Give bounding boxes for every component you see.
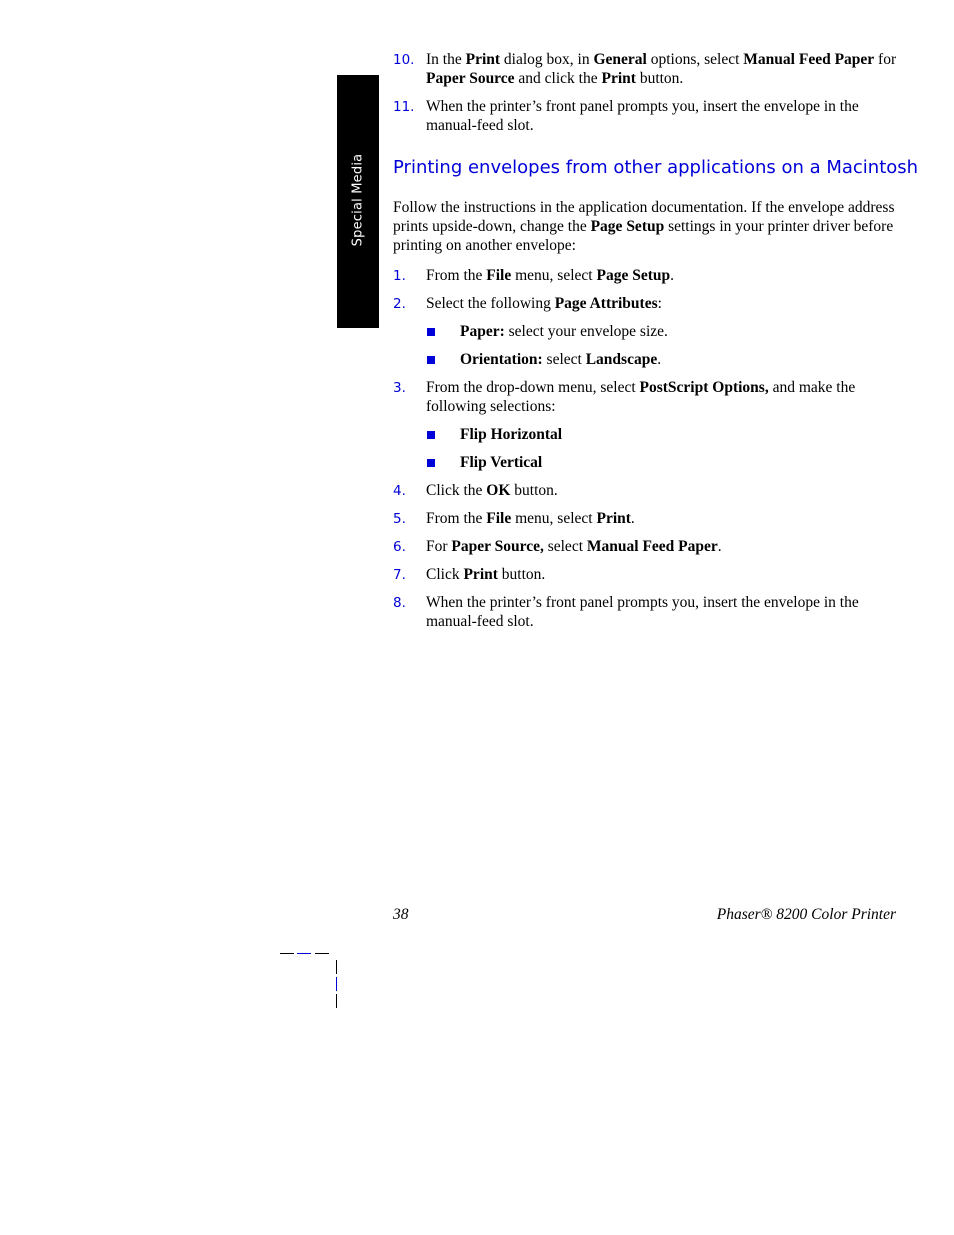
text-run: Click bbox=[426, 566, 464, 583]
bold-text: Paper Source bbox=[426, 70, 515, 87]
square-bullet-icon bbox=[427, 328, 435, 336]
bold-text: Flip Horizontal bbox=[460, 426, 563, 443]
step-text bbox=[426, 510, 635, 527]
bold-text: Print bbox=[463, 566, 498, 583]
bullet-item bbox=[393, 425, 898, 444]
crop-mark bbox=[336, 977, 337, 991]
text-run: Follow the instructions in the application documentation. If the envelope address prints upside-down, change the bbox=[393, 199, 895, 235]
square-bullet-icon bbox=[427, 459, 435, 467]
step-text bbox=[426, 98, 859, 134]
page-number: 38 bbox=[393, 906, 409, 923]
bullet-item bbox=[393, 453, 898, 472]
crop-mark bbox=[280, 953, 294, 954]
step-number: 5. bbox=[393, 511, 406, 527]
text-run: . bbox=[657, 351, 662, 368]
step-text bbox=[426, 594, 859, 630]
text-run: . bbox=[717, 538, 722, 555]
bullet-text bbox=[460, 426, 562, 443]
step-number: 11. bbox=[393, 99, 415, 115]
text-run: For bbox=[426, 538, 452, 555]
text-run: for bbox=[874, 51, 897, 68]
bold-text: Landscape bbox=[585, 351, 658, 368]
text-run: select bbox=[542, 351, 586, 368]
bold-text: Print bbox=[601, 70, 636, 87]
text-run: When the printer’s front panel prompts you, insert the envelope in the manual-feed slot. bbox=[426, 594, 859, 630]
bold-text: PostScript Options, bbox=[639, 379, 769, 396]
crop-mark bbox=[297, 953, 311, 954]
list-item bbox=[393, 565, 898, 584]
step-number: 2. bbox=[393, 296, 406, 312]
text-run: and click the bbox=[514, 70, 602, 87]
step-text bbox=[426, 482, 558, 499]
list-item bbox=[393, 378, 898, 416]
text-run: In the bbox=[426, 51, 466, 68]
bold-text: Paper Source, bbox=[451, 538, 544, 555]
text-run: menu, select bbox=[511, 267, 597, 284]
text-run: dialog box, in bbox=[500, 51, 594, 68]
text-run: From the bbox=[426, 510, 487, 527]
intro-paragraph bbox=[393, 198, 898, 255]
bullet-text bbox=[460, 323, 668, 340]
crop-mark bbox=[336, 994, 337, 1008]
bold-text: Manual Feed Paper bbox=[743, 51, 875, 68]
text-run: Click the bbox=[426, 482, 487, 499]
bullet-item bbox=[393, 350, 898, 369]
step-text bbox=[426, 295, 662, 312]
text-run: settings in your printer driver before printing on another envelope: bbox=[393, 218, 894, 254]
step-text bbox=[426, 267, 674, 284]
text-run: From the drop-down menu, select bbox=[426, 379, 640, 396]
page-footer bbox=[393, 906, 896, 926]
bold-text: Print bbox=[465, 51, 501, 68]
text-run: options, select bbox=[646, 51, 744, 68]
bold-text: General bbox=[593, 51, 647, 68]
bullet-item bbox=[393, 322, 898, 341]
text-run: button. bbox=[497, 566, 546, 583]
bold-text: Flip Vertical bbox=[460, 454, 543, 471]
text-run: Select the following bbox=[426, 295, 555, 312]
text-run: When the printer’s front panel prompts you, insert the envelope in the manual-feed slot. bbox=[426, 98, 859, 134]
step-text bbox=[426, 566, 545, 583]
text-run: select bbox=[543, 538, 587, 555]
text-run: : bbox=[657, 295, 662, 312]
list-item bbox=[393, 537, 898, 556]
step-number: 10. bbox=[393, 52, 415, 68]
bold-text: File bbox=[486, 510, 512, 527]
bold-text: OK bbox=[486, 482, 511, 499]
step-text bbox=[426, 538, 722, 555]
side-tab bbox=[337, 75, 379, 328]
list-item bbox=[393, 481, 898, 500]
page-content bbox=[393, 50, 919, 640]
step-number: 6. bbox=[393, 539, 406, 555]
list-item bbox=[393, 50, 898, 88]
text-run: . bbox=[670, 267, 674, 284]
bold-text: Page Setup bbox=[596, 267, 671, 284]
steps-main-list bbox=[393, 266, 898, 631]
text-run: button. bbox=[510, 482, 558, 499]
crop-mark bbox=[315, 953, 329, 954]
step-number: 3. bbox=[393, 380, 406, 396]
list-item bbox=[393, 294, 898, 313]
bold-text: Paper: bbox=[460, 323, 505, 340]
list-item bbox=[393, 266, 898, 285]
text-run: and make the following selections: bbox=[426, 379, 856, 415]
side-tab-label: Special Media bbox=[350, 153, 366, 247]
bold-text: Page Attributes bbox=[554, 295, 658, 312]
step-text bbox=[426, 379, 855, 415]
step-number: 7. bbox=[393, 567, 406, 583]
text-run: . bbox=[630, 510, 635, 527]
steps-top-list bbox=[393, 50, 898, 135]
text-run: select your envelope size. bbox=[504, 323, 668, 340]
list-item bbox=[393, 509, 898, 528]
square-bullet-icon bbox=[427, 431, 435, 439]
list-item bbox=[393, 97, 898, 135]
square-bullet-icon bbox=[427, 356, 435, 364]
text-run: button. bbox=[635, 70, 684, 87]
step-number: 8. bbox=[393, 595, 406, 611]
step-text bbox=[426, 51, 896, 87]
section-heading: Printing envelopes from other applications on a Macintosh bbox=[393, 157, 919, 178]
crop-mark bbox=[336, 960, 337, 974]
list-item bbox=[393, 593, 898, 631]
bold-text: Print bbox=[596, 510, 631, 527]
bold-text: Page Setup bbox=[590, 218, 665, 235]
bold-text: File bbox=[486, 267, 512, 284]
bullet-text bbox=[460, 351, 661, 368]
bold-text: Orientation: bbox=[460, 351, 543, 368]
bullet-text bbox=[460, 454, 542, 471]
step-number: 4. bbox=[393, 483, 406, 499]
text-run: From the bbox=[426, 267, 487, 284]
text-run: menu, select bbox=[511, 510, 597, 527]
document-title: Phaser® 8200 Color Printer bbox=[716, 906, 896, 923]
bold-text: Manual Feed Paper bbox=[586, 538, 718, 555]
step-number: 1. bbox=[393, 268, 406, 284]
